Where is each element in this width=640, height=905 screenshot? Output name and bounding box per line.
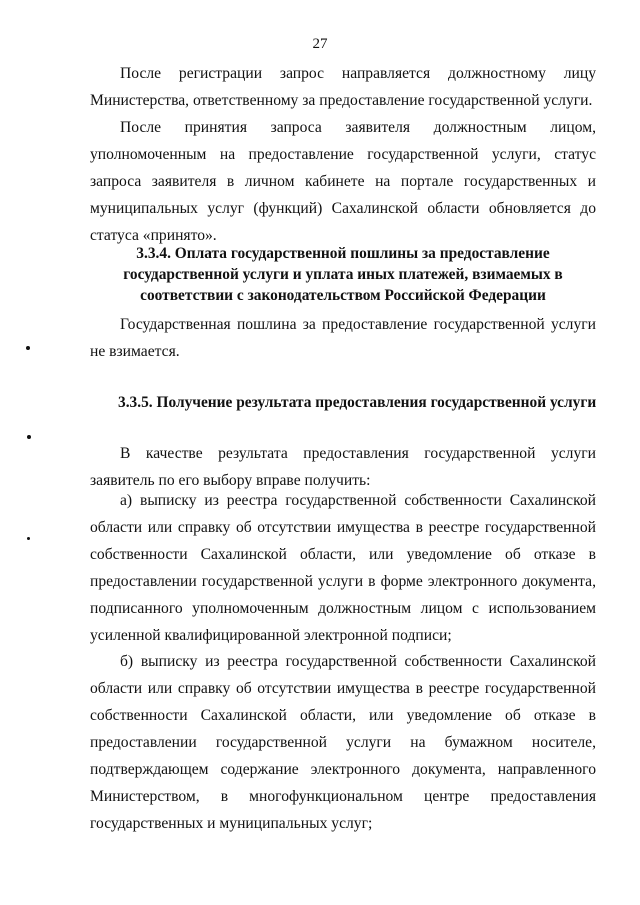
section-heading-3-3-5: 3.3.5. Получение результата предоставления государственной услуги [118,394,597,411]
list-item-b: б) выписку из реестра государственной собственности Сахалинской области или справку об отсутствии имущества в реестре государственной собственности Сахалинской области, или уведомление об отказе в предоставлении государственной услуги на бумажном носителе, подтверждающем содержание электронного документа, направленного Министерством, в многофункциональном центре предоставления государственных и муниципальных услуг; [90,653,596,832]
paragraph-result-intro: В качестве результата предоставления государственной услуги заявитель по его выбору вправе получить: [90,445,596,489]
list-item-a: а) выписку из реестра государственной собственности Сахалинской области или справку об отсутствии имущества в реестре государственной собственности Сахалинской области, или уведомление об отказе в предоставлении государственной услуги в форме электронного документа, подписанного уполномоченным должностным лицом с использованием усиленной квалифицированной электронной подписи; [90,492,596,644]
page-number: 27 [312,36,328,52]
section-heading-3-3-4: 3.3.4. Оплата государственной пошлины за предоставление государственной услуги и уплата иных платежей, взимаемых в соответствии с законодательством Российской Федерации [123,245,563,304]
paragraph-registration: После регистрации запрос направляется должностному лицу Министерства, ответственному за предоставление государственной услуги. [90,65,596,109]
scan-speck [26,346,30,350]
paragraph-request-status: После принятия запроса заявителя должностным лицом, уполномоченным на предоставление государственной услуги, статус запроса заявителя в личном кабинете на портале государственных и муниципальных услуг (функций) Сахалинской области обновляется до статуса «принято». [90,119,596,244]
paragraph-state-duty: Государственная пошлина за предоставление государственной услуги не взимается. [90,316,596,360]
scan-speck [27,537,30,540]
scan-speck [27,435,31,439]
